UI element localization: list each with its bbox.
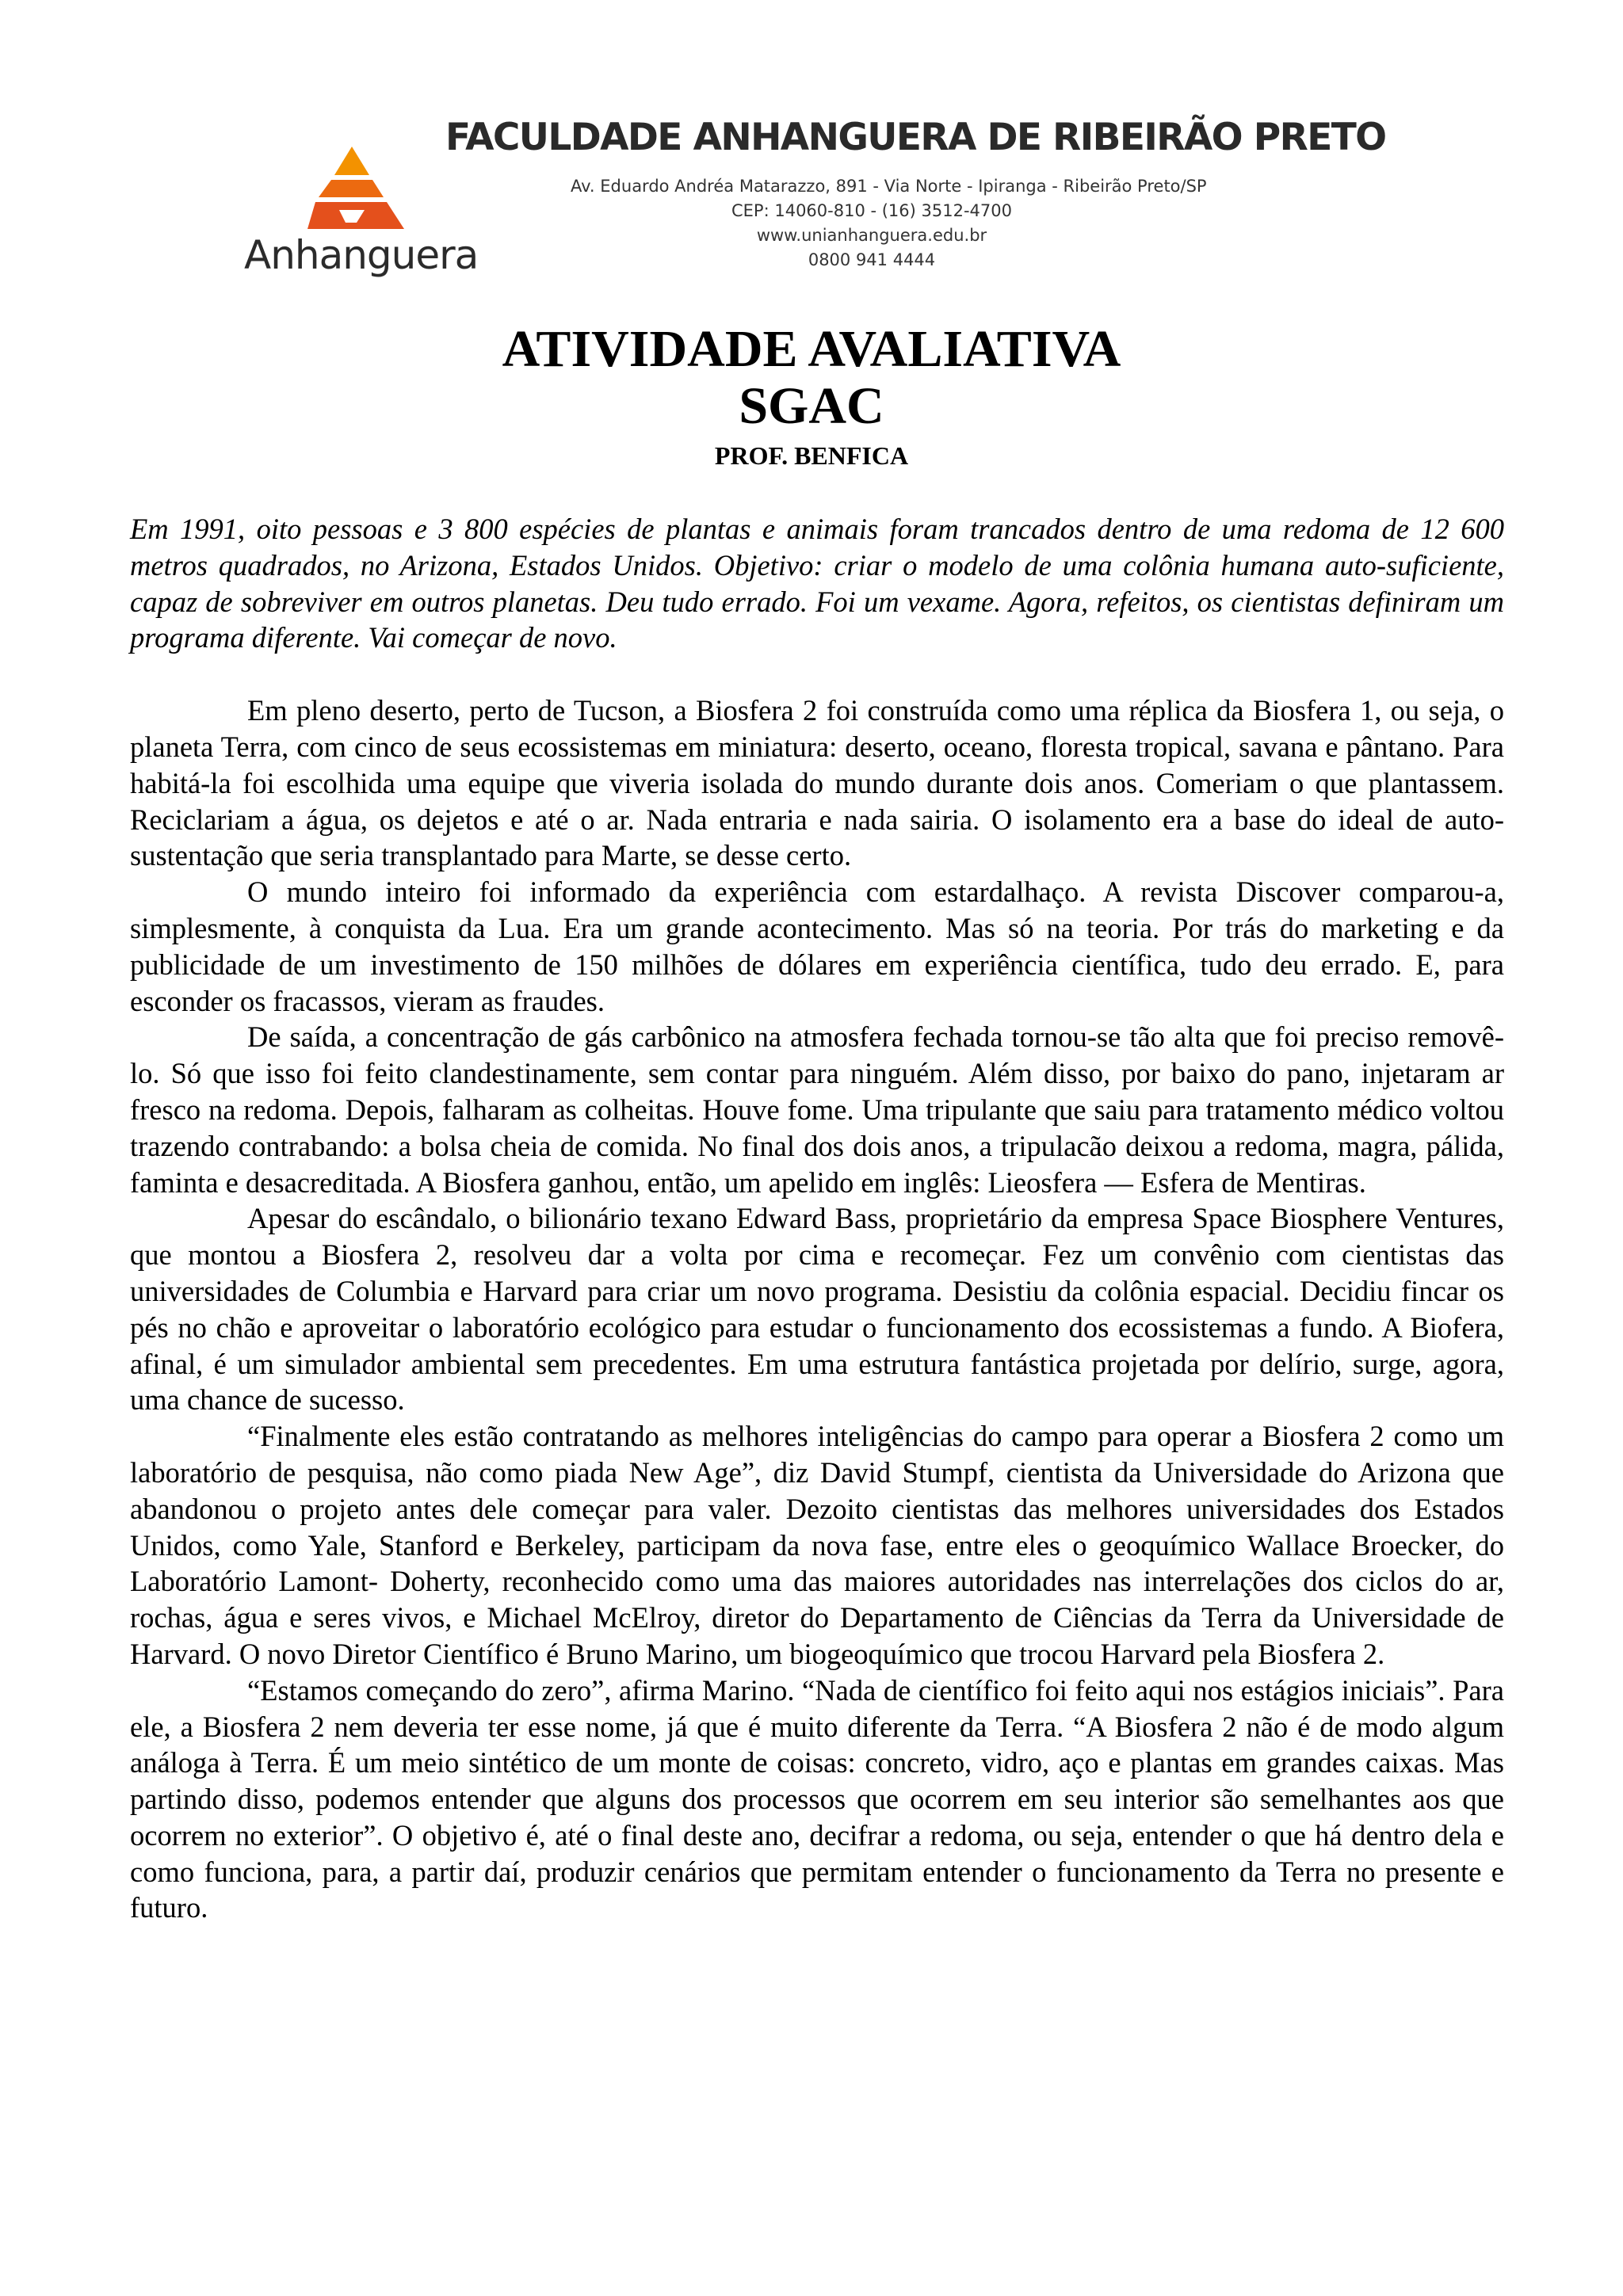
website-link[interactable]: www.unianhanguera.edu.br	[756, 226, 987, 245]
institution-name: FACULDADE ANHANGUERA DE RIBEIRÃO PRETO	[445, 116, 1386, 159]
document-title: ATIVIDADE AVALIATIVA	[502, 320, 1121, 378]
lead-paragraph: Em 1991, oito pessoas e 3 800 espécies de plantas e animais foram trancados dentro de uma redoma de 12 600 metros quadrados, no Arizona, Estados Unidos. Objetivo: criar o modelo de uma colônia humana auto-suficiente, capaz de sobreviver em outros planetas. Deu tudo errado. Foi um vexame. Agora, refeitos, os cientistas definiram um programa diferente. Vai começar de novo.	[130, 513, 1504, 654]
paragraph: De saída, a concentração de gás carbônico na atmosfera fechada tornou-se tão alta que foi preciso removê-lo. Só que isso foi feito clandestinamente, sem contar para ninguém. Além disso, por baixo do pano, injetaram ar fresco na redoma. Depois, falharam as colheitas. Houve fome. Uma tripulante que saiu para tratamento médico voltou trazendo contrabando: a bolsa cheia de comida. No final dos dois anos, a tripulacão deixou a redoma, magra, pálida, faminta e desacreditada. A Biosfera ganhou, então, um apelido em inglês: Lieosfera — Esfera de Mentiras.	[130, 1020, 1504, 1199]
address-line-2: CEP: 14060-810 - (16) 3512-4700	[731, 201, 1012, 220]
address-line-1: Av. Eduardo Andréa Matarazzo, 891 - Via Norte - Ipiranga - Ribeirão Preto/SP	[571, 177, 1207, 196]
paragraph: O mundo inteiro foi informado da experiência com estardalhaço. A revista Discover comparou-a, simplesmente, à conquista da Lua. Era um grande acontecimento. Mas só na teoria. Por trás do marketing e da publicidade de um investimento de 150 milhões de dólares em experiência científica, tudo deu errado. E, para esconder os fracassos, vieram as fraudes.	[130, 875, 1504, 1017]
paragraph: Em pleno deserto, perto de Tucson, a Biosfera 2 foi construída como uma réplica da Biosfera 1, ou seja, o planeta Terra, com cinco de seus ecossistemas em miniatura: deserto, oceano, floresta tropical, savana e pântano. Para habitá-la foi escolhida uma equipe que viveria isolada do mundo durante dois anos. Comeriam o que plantassem. Reciclariam a água, os dejetos e até o ar. Nada entraria e nada sairia. O isolamento era a base do ideal de auto-sustentação que seria transplantado para Marte, se desse certo.	[130, 694, 1504, 872]
paragraph: Apesar do escândalo, o bilionário texano Edward Bass, proprietário da empresa Space Biosphere Ventures, que montou a Biosfera 2, resolveu dar a volta por cima e recomeçar. Fez um convênio com cientistas das universidades de Columbia e Harvard para criar um novo programa. Desistiu da colônia espacial. Decidiu fincar os pés no chão e aproveitar o laboratório ecológico para estudar o funcionamento dos ecossistemas a fundo. A Biofera, afinal, é um simulador ambiental sem precedentes. Em uma estrutura fantástica projetada por delírio, surge, agora, uma chance de sucesso.	[130, 1202, 1504, 1417]
professor-name: PROF. BENFICA	[714, 441, 909, 470]
paragraph: “Finalmente eles estão contratando as melhores inteligências do campo para operar a Biosfera 2 como um laboratório de pesquisa, não como piada New Age”, diz David Stumpf, cientista da Universidade do Arizona que abandonou o projeto antes dele começar para valer. Dezoito cientistas das melhores universidades dos Estados Unidos, como Yale, Stanford e Berkeley, participam da nova fase, entre eles o geoquímico Wallace Broecker, do Laboratório Lamont- Doherty, reconhecido como uma das maiores autoridades nas interrelações dos ciclos do ar, rochas, água e seres vivos, e Michael McElroy, diretor do Departamento de Ciências da Terra da Universidade de Harvard. O novo Diretor Científico é Bruno Marino, um biogeoquímico que trocou Harvard pela Biosfera 2.	[130, 1420, 1504, 1670]
paragraph: “Estamos começando do zero”, afirma Marino. “Nada de científico foi feito aqui nos estágios iniciais”. Para ele, a Biosfera 2 nem deveria ter esse nome, já que é muito diferente da Terra. “A Biosfera 2 não é de modo algum análoga à Terra. É um meio sintético de um monte de coisas: concreto, vidro, aço e plantas em grandes caixas. Mas partindo disso, podemos entender que alguns dos processos que ocorrem em seu interior são semelhantes aos que ocorrem no exterior”. O objetivo é, até o final deste ano, decifrar a redoma, ou seja, entender o que há dentro dela e como funciona, para, a partir daí, produzir cenários que permitam entender o funcionamento da Terra no presente e futuro.	[130, 1673, 1504, 1924]
page-header	[238, 111, 1411, 293]
article-body	[130, 511, 1504, 1926]
anhanguera-logo	[244, 147, 479, 289]
title-block	[0, 321, 1623, 471]
phone-number: 0800 941 4444	[808, 250, 936, 269]
institution-contact	[571, 174, 1207, 273]
triangle-logo-icon	[307, 147, 411, 232]
document-subtitle: SGAC	[739, 377, 884, 435]
logo-text: Anhanguera	[244, 232, 479, 278]
